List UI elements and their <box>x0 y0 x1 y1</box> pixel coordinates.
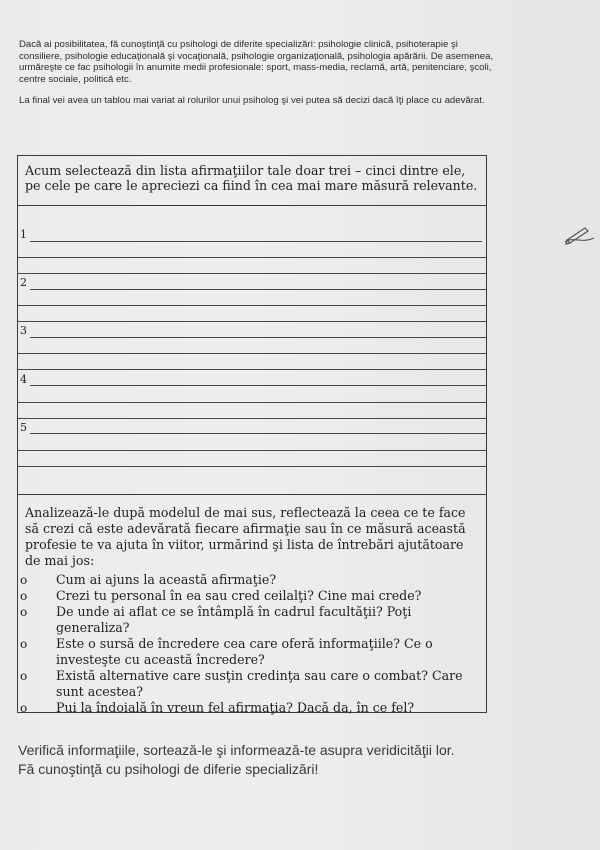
bullet-icon: o <box>20 573 28 587</box>
analysis-instruction: Analizează-le după modelul de mai sus, reflectează la ceea ce te face să crezi că este adevărată fiecare afirmaţie sau în ce măsură această profesie te va ajuta în viitor, urmărind şi lista de întrebări ajutătoare de mai jos: <box>25 505 466 568</box>
answer-number-4: 4 <box>20 373 27 386</box>
question-text: Este o sursă de încredere cea care oferă informaţiile? Ce o investeşte cu această încredere? <box>56 636 433 667</box>
answer-line[interactable] <box>18 369 486 370</box>
answer-line[interactable] <box>18 305 486 306</box>
answer-lines <box>18 207 486 497</box>
list-item <box>18 572 486 588</box>
list-item <box>18 604 486 636</box>
pencil-writing-icon <box>563 222 597 246</box>
answer-number-5: 5 <box>20 421 27 434</box>
intro-text <box>19 39 494 117</box>
answer-line[interactable] <box>18 466 486 467</box>
answer-line[interactable] <box>18 257 486 258</box>
answer-line[interactable] <box>18 353 486 354</box>
answer-line[interactable] <box>30 241 482 242</box>
intro-paragraph-1: Dacă ai posibilitatea, fă cunoştinţă cu psihologi de diferite specializări: psihologie clinică, psihoterapie şi consiliere, psihologie educaţională şi vocaţională, psihologie organizaţională, psihologia apărării. De asemenea, urmăreşte ce fac psihologii în anumite medii profesionale: sport, mass-media, reclamă, artă, penitenciare, şcoli, centre sociale, politică etc. <box>19 39 494 85</box>
answer-line[interactable] <box>30 385 486 386</box>
list-item <box>18 668 486 700</box>
answer-line[interactable] <box>18 402 486 403</box>
bullet-icon: o <box>20 701 28 715</box>
bullet-icon: o <box>20 637 28 651</box>
footer-line-1: Verifică informaţiile, sortează-le şi informează-te asupra veridicităţii lor. <box>18 742 455 758</box>
footer-line-2: Fă cunoştinţă cu psihologi de diferie specializări! <box>18 761 319 777</box>
answer-line[interactable] <box>30 433 486 434</box>
selection-instruction: Acum selectează din lista afirmaţiilor tale doar trei – cinci dintre ele, pe cele pe care le apreciezi ca fiind în cea mai mare măsură relevante. <box>25 163 478 193</box>
intro-paragraph-2: La final vei avea un tablou mai variat al rolurilor unui psiholog şi vei putea să decizi dacă îţi place cu adevărat. <box>19 95 485 107</box>
footer-text <box>18 741 538 779</box>
answer-number-1: 1 <box>20 228 27 241</box>
answer-line[interactable] <box>18 273 486 274</box>
question-text: Există alternative care susţin credinţa sau care o combat? Care sunt acestea? <box>56 668 463 699</box>
box-divider <box>18 494 486 495</box>
bullet-icon: o <box>20 669 28 683</box>
bullet-icon: o <box>20 589 28 603</box>
exercise-box-header <box>18 156 486 206</box>
question-text: Cum ai ajuns la această afirmaţie? <box>56 572 277 587</box>
list-item <box>18 588 486 604</box>
answer-line[interactable] <box>30 289 486 290</box>
question-text: Pui la îndoială în vreun fel afirmaţia? Dacă da, în ce fel? <box>56 700 415 715</box>
bullet-icon: o <box>20 605 28 619</box>
exercise-box <box>17 155 487 713</box>
question-text: Crezi tu personal în ea sau cred ceilalţi? Cine mai crede? <box>56 588 422 603</box>
answer-line[interactable] <box>18 418 486 419</box>
answer-line[interactable] <box>18 321 486 322</box>
answer-number-3: 3 <box>20 324 27 337</box>
question-text: De unde ai aflat ce se întâmplă în cadrul facultăţii? Poţi generaliza? <box>56 604 412 635</box>
answer-number-2: 2 <box>20 276 27 289</box>
answer-line[interactable] <box>18 450 486 451</box>
answer-line[interactable] <box>30 337 486 338</box>
list-item <box>18 700 486 716</box>
question-list <box>18 572 486 716</box>
list-item <box>18 636 486 668</box>
